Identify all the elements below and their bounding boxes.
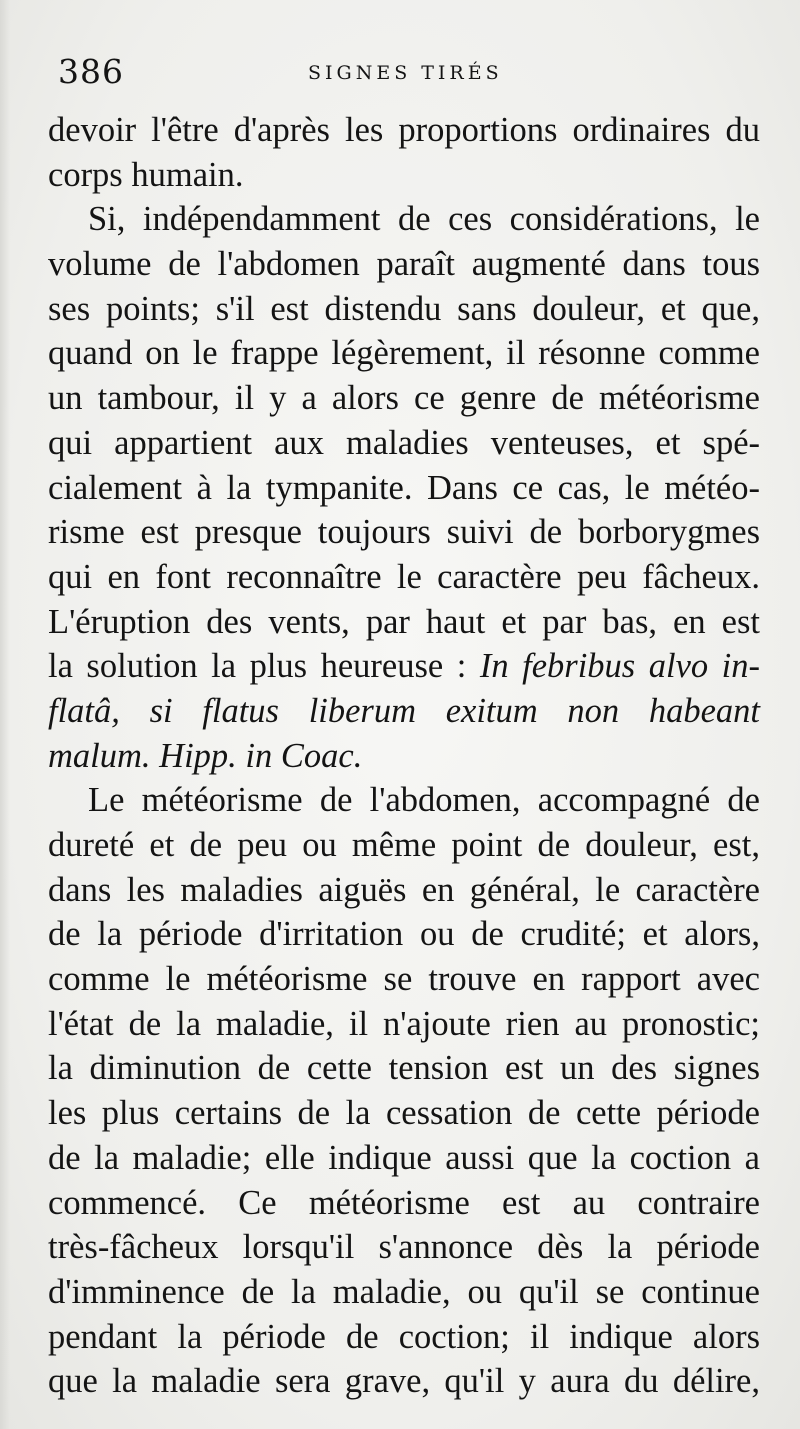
body-text	[48, 108, 760, 1404]
text-line: d'imminence de la maladie, ou qu'il se continue	[48, 1272, 760, 1311]
text-line: de la période d'irritation ou de crudité; et alors,	[48, 915, 760, 954]
text-line: que la maladie sera grave, qu'il y aura du délire,	[48, 1362, 760, 1401]
text-line: volume de l'abdomen paraît augmenté dans tous	[48, 245, 760, 284]
text-line: comme le météorisme se trouve en rapport avec	[48, 960, 760, 999]
text-line: un tambour, il y a alors ce genre de météorisme	[48, 379, 760, 418]
latin-quote: In febribus alvo in-	[479, 647, 760, 686]
text-line: très-fâcheux lorsqu'il s'annonce dès la période	[48, 1228, 760, 1267]
text-segment: la solution la plus heureuse :	[48, 647, 467, 686]
text-line: cialement à la tympanite. Dans ce cas, le météo-	[48, 468, 760, 507]
text-line: L'éruption des vents, par haut et par bas, en est	[48, 602, 760, 641]
text-line: les plus certains de la cessation de cette période	[48, 1094, 760, 1133]
latin-quote-line: flatâ, si flatus liberum exitum non habeant	[48, 691, 760, 730]
text-line: qui appartient aux maladies venteuses, et spé-	[48, 423, 760, 462]
text-line: pendant la période de coction; il indique alors	[48, 1317, 760, 1356]
text-line	[48, 644, 760, 689]
page-number: 386	[58, 52, 124, 91]
running-head: SIGNES TIRÉS	[308, 62, 503, 84]
text-line: la diminution de cette tension est un des signes	[48, 1049, 760, 1088]
text-line: devoir l'être d'après les proportions ordinaires du	[48, 111, 760, 149]
text-line: Le météorisme de l'abdomen, accompagné de	[88, 781, 760, 820]
text-line: corps humain.	[48, 155, 244, 194]
text-line: quand on le frappe légèrement, il résonne comme	[48, 334, 760, 373]
text-line: commencé. Ce météorisme est au contraire	[48, 1183, 760, 1222]
text-line: l'état de la maladie, il n'ajoute rien au pronostic;	[48, 1004, 760, 1043]
page-header	[58, 52, 758, 102]
text-line: dans les maladies aiguës en général, le caractère	[48, 870, 760, 909]
text-line: de la maladie; elle indique aussi que la coction a	[48, 1138, 760, 1177]
page-gutter-shadow	[0, 0, 10, 1429]
text-line: ses points; s'il est distendu sans douleur, et que,	[48, 289, 760, 328]
text-line: dureté et de peu ou même point de douleur, est,	[48, 826, 760, 864]
latin-quote-line: malum. Hipp. in Coac.	[48, 736, 363, 775]
text-line: Si, indépendamment de ces considérations, le	[88, 200, 760, 239]
text-line: qui en font reconnaître le caractère peu fâcheux.	[48, 557, 760, 596]
text-line: risme est presque toujours suivi de borborygmes	[48, 513, 760, 552]
